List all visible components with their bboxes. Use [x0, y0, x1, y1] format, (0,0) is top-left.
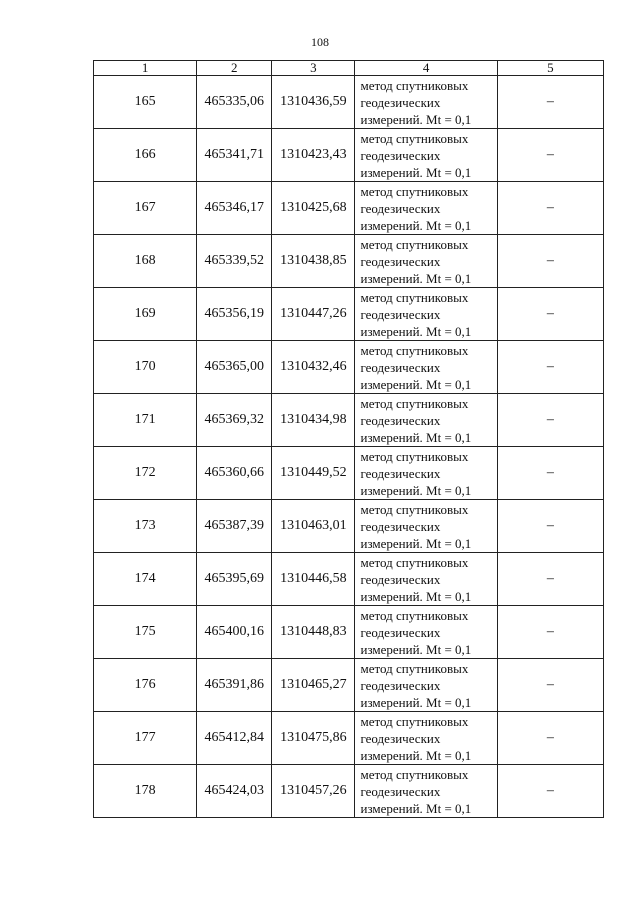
- x-coordinate-cell: 465395,69: [197, 553, 272, 606]
- x-coordinate-cell: 465341,71: [197, 129, 272, 182]
- method-line: метод спутниковых: [360, 77, 469, 93]
- x-coordinate-cell: 465360,66: [197, 447, 272, 500]
- method-cell: [355, 447, 497, 500]
- column-header: 2: [197, 61, 272, 76]
- method-cell: [355, 500, 497, 553]
- method-line: геодезических: [360, 677, 441, 693]
- page-number: 108: [311, 35, 329, 49]
- note-cell: –: [497, 394, 603, 447]
- point-number-cell: 175: [94, 606, 197, 659]
- method-line: геодезических: [360, 412, 441, 428]
- point-number-cell: 174: [94, 553, 197, 606]
- note-cell: –: [497, 553, 603, 606]
- method-line: метод спутниковых: [360, 130, 469, 146]
- method-line: измерений. Mt = 0,1: [360, 376, 472, 392]
- note-cell: –: [497, 76, 603, 129]
- x-coordinate-cell: 465391,86: [197, 659, 272, 712]
- column-header: 3: [272, 61, 355, 76]
- method-line: геодезических: [360, 571, 441, 587]
- method-line: метод спутниковых: [360, 236, 469, 252]
- method-line: геодезических: [360, 359, 441, 375]
- table-row: [94, 129, 604, 182]
- y-coordinate-cell: 1310446,58: [272, 553, 355, 606]
- point-number-cell: 173: [94, 500, 197, 553]
- method-line: метод спутниковых: [360, 342, 469, 358]
- method-line: измерений. Mt = 0,1: [360, 217, 472, 233]
- y-coordinate-cell: 1310436,59: [272, 76, 355, 129]
- x-coordinate-cell: 465412,84: [197, 712, 272, 765]
- column-header: 1: [94, 61, 197, 76]
- method-line: измерений. Mt = 0,1: [360, 641, 472, 657]
- method-line: метод спутниковых: [360, 607, 469, 623]
- point-number-cell: 165: [94, 76, 197, 129]
- method-line: метод спутниковых: [360, 395, 469, 411]
- coordinates-table: [93, 60, 604, 818]
- table-row: [94, 182, 604, 235]
- y-coordinate-cell: 1310438,85: [272, 235, 355, 288]
- method-cell: [355, 712, 497, 765]
- method-line: измерений. Mt = 0,1: [360, 164, 472, 180]
- note-cell: –: [497, 765, 603, 818]
- method-line: измерений. Mt = 0,1: [360, 588, 472, 604]
- method-cell: [355, 76, 497, 129]
- point-number-cell: 176: [94, 659, 197, 712]
- method-line: геодезических: [360, 94, 441, 110]
- x-coordinate-cell: 465365,00: [197, 341, 272, 394]
- x-coordinate-cell: 465339,52: [197, 235, 272, 288]
- table-header-row: [94, 61, 604, 76]
- method-line: метод спутниковых: [360, 289, 469, 305]
- method-line: метод спутниковых: [360, 448, 469, 464]
- method-line: метод спутниковых: [360, 660, 469, 676]
- y-coordinate-cell: 1310432,46: [272, 341, 355, 394]
- table-row: [94, 712, 604, 765]
- method-line: геодезических: [360, 518, 441, 534]
- table-row: [94, 76, 604, 129]
- x-coordinate-cell: 465387,39: [197, 500, 272, 553]
- note-cell: –: [497, 712, 603, 765]
- y-coordinate-cell: 1310448,83: [272, 606, 355, 659]
- method-cell: [355, 606, 497, 659]
- y-coordinate-cell: 1310465,27: [272, 659, 355, 712]
- method-line: геодезических: [360, 200, 441, 216]
- table-row: [94, 500, 604, 553]
- y-coordinate-cell: 1310423,43: [272, 129, 355, 182]
- method-line: метод спутниковых: [360, 501, 469, 517]
- method-cell: [355, 182, 497, 235]
- method-cell: [355, 659, 497, 712]
- x-coordinate-cell: 465335,06: [197, 76, 272, 129]
- method-line: геодезических: [360, 253, 441, 269]
- method-line: метод спутниковых: [360, 766, 469, 782]
- table-row: [94, 394, 604, 447]
- point-number-cell: 166: [94, 129, 197, 182]
- table-body: [94, 61, 604, 818]
- point-number-cell: 171: [94, 394, 197, 447]
- point-number-cell: 169: [94, 288, 197, 341]
- method-line: метод спутниковых: [360, 554, 469, 570]
- method-cell: [355, 341, 497, 394]
- y-coordinate-cell: 1310463,01: [272, 500, 355, 553]
- y-coordinate-cell: 1310475,86: [272, 712, 355, 765]
- method-line: измерений. Mt = 0,1: [360, 747, 472, 763]
- method-line: измерений. Mt = 0,1: [360, 429, 472, 445]
- y-coordinate-cell: 1310434,98: [272, 394, 355, 447]
- note-cell: –: [497, 606, 603, 659]
- table-row: [94, 288, 604, 341]
- x-coordinate-cell: 465346,17: [197, 182, 272, 235]
- method-cell: [355, 765, 497, 818]
- note-cell: –: [497, 500, 603, 553]
- method-line: измерений. Mt = 0,1: [360, 800, 472, 816]
- method-line: измерений. Mt = 0,1: [360, 270, 472, 286]
- column-header: 5: [497, 61, 603, 76]
- table-row: [94, 447, 604, 500]
- note-cell: –: [497, 129, 603, 182]
- x-coordinate-cell: 465356,19: [197, 288, 272, 341]
- y-coordinate-cell: 1310447,26: [272, 288, 355, 341]
- method-line: геодезических: [360, 306, 441, 322]
- method-line: измерений. Mt = 0,1: [360, 535, 472, 551]
- method-line: измерений. Mt = 0,1: [360, 323, 472, 339]
- note-cell: –: [497, 288, 603, 341]
- method-line: метод спутниковых: [360, 183, 469, 199]
- note-cell: –: [497, 659, 603, 712]
- x-coordinate-cell: 465369,32: [197, 394, 272, 447]
- method-line: геодезических: [360, 465, 441, 481]
- x-coordinate-cell: 465400,16: [197, 606, 272, 659]
- table-row: [94, 341, 604, 394]
- note-cell: –: [497, 182, 603, 235]
- table-row: [94, 553, 604, 606]
- method-cell: [355, 288, 497, 341]
- point-number-cell: 170: [94, 341, 197, 394]
- method-line: геодезических: [360, 624, 441, 640]
- note-cell: –: [497, 235, 603, 288]
- method-line: метод спутниковых: [360, 713, 469, 729]
- point-number-cell: 168: [94, 235, 197, 288]
- table-row: [94, 606, 604, 659]
- method-line: измерений. Mt = 0,1: [360, 482, 472, 498]
- note-cell: –: [497, 447, 603, 500]
- method-cell: [355, 129, 497, 182]
- method-line: измерений. Mt = 0,1: [360, 111, 472, 127]
- point-number-cell: 177: [94, 712, 197, 765]
- y-coordinate-cell: 1310457,26: [272, 765, 355, 818]
- y-coordinate-cell: 1310425,68: [272, 182, 355, 235]
- method-cell: [355, 235, 497, 288]
- method-line: геодезических: [360, 783, 441, 799]
- y-coordinate-cell: 1310449,52: [272, 447, 355, 500]
- method-cell: [355, 394, 497, 447]
- column-header: 4: [355, 61, 497, 76]
- note-cell: –: [497, 341, 603, 394]
- point-number-cell: 167: [94, 182, 197, 235]
- method-line: геодезических: [360, 730, 441, 746]
- table-row: [94, 765, 604, 818]
- point-number-cell: 178: [94, 765, 197, 818]
- method-cell: [355, 553, 497, 606]
- table-row: [94, 659, 604, 712]
- point-number-cell: 172: [94, 447, 197, 500]
- method-line: геодезических: [360, 147, 441, 163]
- method-line: измерений. Mt = 0,1: [360, 694, 472, 710]
- table-row: [94, 235, 604, 288]
- x-coordinate-cell: 465424,03: [197, 765, 272, 818]
